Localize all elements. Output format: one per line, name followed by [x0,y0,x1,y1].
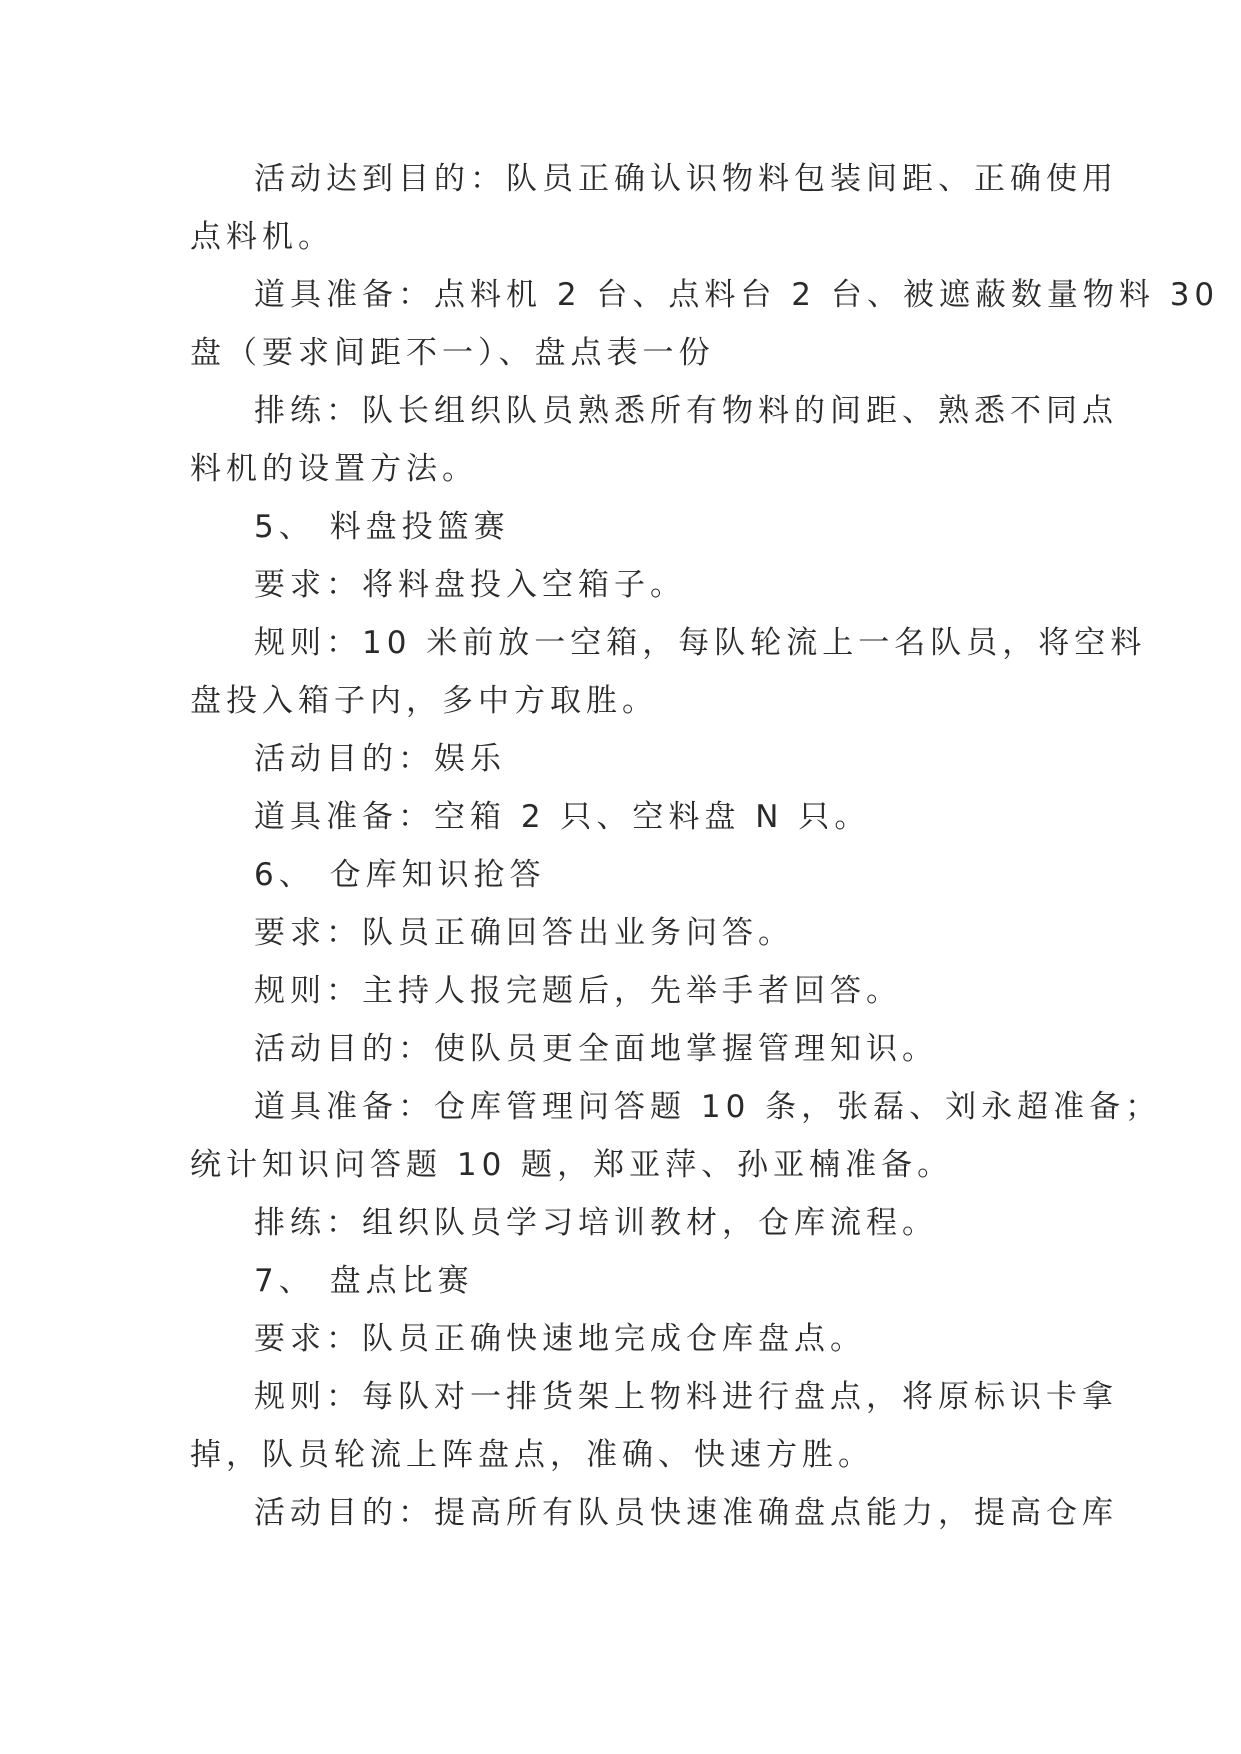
paragraph-line: 统计知识问答题 10 题，郑亚萍、孙亚楠准备。 [190,1147,954,1183]
paragraph-line: 活动目的：娱乐 [254,741,506,777]
paragraph-line: 规则：每队对一排货架上物料进行盘点，将原标识卡拿 [254,1379,1118,1415]
paragraph-line: 道具准备：点料机 2 台、点料台 2 台、被遮蔽数量物料 30 [254,277,1220,313]
paragraph-line: 掉，队员轮流上阵盘点，准确、快速方胜。 [190,1437,874,1473]
section-heading: 5、 料盘投篮赛 [254,509,510,545]
section-heading: 6、 仓库知识抢答 [254,857,546,893]
paragraph-line: 料机的设置方法。 [190,451,478,487]
paragraph-line: 要求：队员正确回答出业务问答。 [254,915,794,951]
paragraph-line: 活动目的：提高所有队员快速准确盘点能力，提高仓库 [254,1495,1118,1531]
paragraph-line: 活动目的：使队员更全面地掌握管理知识。 [254,1031,938,1067]
document-page [190,150,1220,1542]
paragraph-line: 道具准备：空箱 2 只、空料盘 N 只。 [254,799,871,835]
paragraph-line: 规则：主持人报完题后，先举手者回答。 [254,973,902,1009]
paragraph-line: 道具准备：仓库管理问答题 10 条，张磊、刘永超准备； [254,1089,1162,1125]
paragraph-line: 盘投入箱子内，多中方取胜。 [190,683,658,719]
paragraph-line: 盘（要求间距不一）、盘点表一份 [190,335,715,371]
paragraph-line: 要求：将料盘投入空箱子。 [254,567,686,603]
paragraph-line: 排练：队长组织队员熟悉所有物料的间距、熟悉不同点 [254,393,1118,429]
paragraph-line: 活动达到目的：队员正确认识物料包装间距、正确使用 [254,161,1118,197]
paragraph-line: 排练：组织队员学习培训教材，仓库流程。 [254,1205,938,1241]
section-heading: 7、 盘点比赛 [254,1263,474,1299]
paragraph-line: 点料机。 [190,219,334,255]
paragraph-line: 规则：10 米前放一空箱，每队轮流上一名队员，将空料 [254,625,1147,661]
paragraph-line: 要求：队员正确快速地完成仓库盘点。 [254,1321,866,1357]
